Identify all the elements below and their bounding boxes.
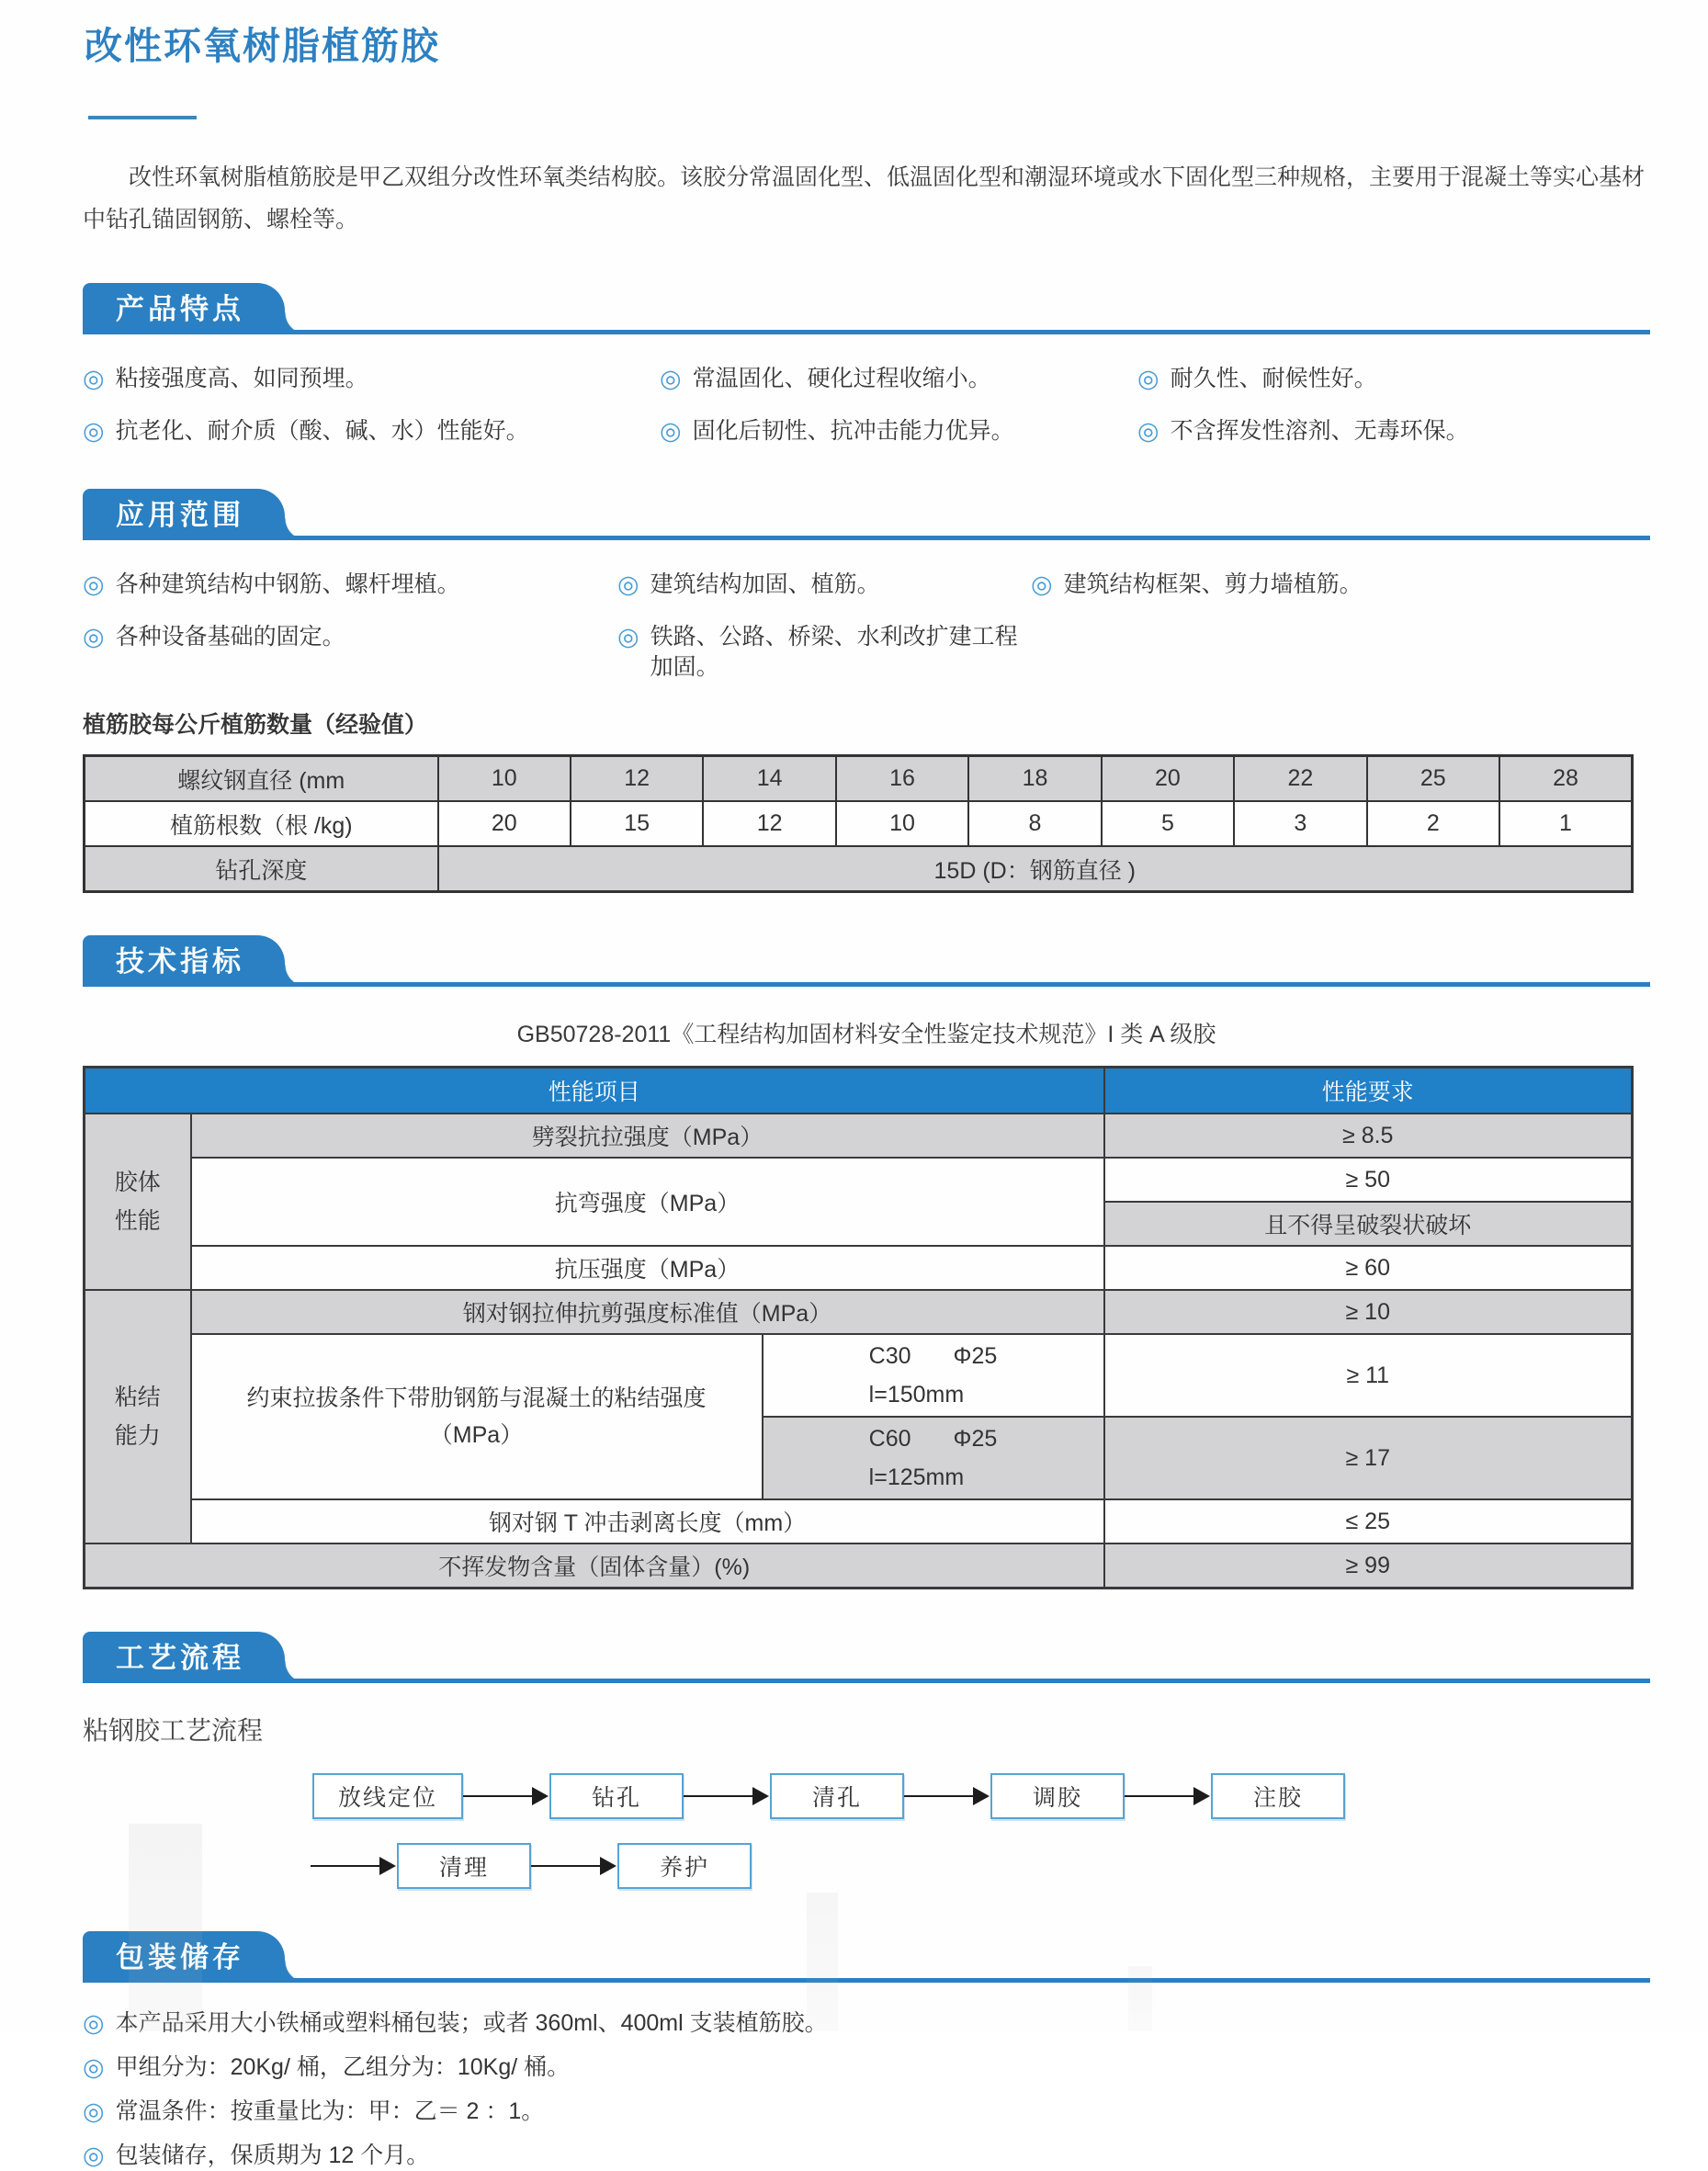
feature-text: 粘接强度高、如同预埋。 (115, 366, 368, 391)
property-label: 劈裂抗拉强度（MPa） (191, 1114, 1104, 1158)
double-circle-bullet-icon: ◎ (1137, 417, 1159, 445)
concrete-grade: C60 (868, 1426, 911, 1452)
requirement-value: ≥ 17 (1104, 1417, 1633, 1499)
group-label-colloid: 胶体性能 (85, 1114, 191, 1290)
process-step: 清孔 (770, 1773, 904, 1819)
application-item (83, 570, 617, 600)
count-value: 8 (968, 801, 1101, 846)
section-header-packaging (83, 1931, 1650, 1983)
requirement-value: ≥ 10 (1104, 1290, 1633, 1334)
application-text: 各种建筑结构中钢筋、螺杆埋植。 (115, 571, 460, 597)
diameter-value: 14 (703, 756, 835, 802)
double-circle-bullet-icon: ◎ (83, 2053, 105, 2081)
table-row (85, 1499, 1633, 1543)
packaging-text: 包装储存，保质期为 12 个月。 (115, 2143, 430, 2168)
arrow-right-icon (311, 1857, 397, 1875)
application-item (617, 622, 1031, 683)
section-header-process (83, 1632, 1650, 1683)
diameter-value: 28 (1499, 756, 1633, 802)
feature-item (83, 364, 660, 394)
section-header-applications (83, 489, 1650, 540)
feature-item (660, 364, 1137, 394)
page-title: 改性环氧树脂植筋胶 (85, 25, 440, 67)
col-header-requirement: 性能要求 (1104, 1068, 1633, 1114)
double-circle-bullet-icon: ◎ (660, 417, 682, 445)
section-rule (83, 330, 1650, 334)
section-header-tech (83, 935, 1650, 987)
test-condition (763, 1334, 1104, 1417)
table-row (85, 1246, 1633, 1290)
diameter-value: 22 (1234, 756, 1366, 802)
double-circle-bullet-icon: ◎ (83, 571, 105, 598)
process-flow-row-2 (311, 1843, 1650, 1889)
rebar-table-caption: 植筋胶每公斤植筋数量（经验值） (83, 712, 428, 738)
drill-depth-value: 15D (D：钢筋直径 ) (438, 846, 1633, 892)
packaging-text: 甲组分为：20Kg/ 桶，乙组分为：10Kg/ 桶。 (115, 2054, 571, 2080)
double-circle-bullet-icon: ◎ (83, 2142, 105, 2169)
watermark-image (807, 1893, 838, 2031)
application-text: 建筑结构加固、植筋。 (650, 571, 880, 597)
watermark-image (129, 1824, 202, 2031)
feature-item (1137, 416, 1650, 447)
section-badge-features (83, 283, 285, 334)
count-value: 5 (1102, 801, 1234, 846)
table-row (85, 1158, 1633, 1202)
intro-paragraph: 改性环氧树脂植筋胶是甲乙双组分改性环氧类结构胶。该胶分常温固化型、低温固化型和潮湿环境或水下固化型三种规格，主要用于混凝土等实心基材中钻孔锚固钢筋、螺栓等。 (83, 164, 1646, 232)
section-header-features (83, 283, 1650, 334)
watermark-image (1128, 1966, 1152, 2031)
feature-item (83, 416, 660, 447)
count-value: 3 (1234, 801, 1366, 846)
table-row (85, 846, 1633, 892)
diameter-value: 10 (438, 756, 571, 802)
section-title-packaging: 包装储存 (116, 1940, 244, 1973)
double-circle-bullet-icon: ◎ (83, 623, 105, 650)
property-label (191, 1334, 763, 1499)
property-label: 抗弯强度（MPa） (191, 1158, 1104, 1246)
arrow-right-icon (904, 1787, 990, 1805)
process-step: 钻孔 (549, 1773, 684, 1819)
concrete-grade: C30 (868, 1343, 911, 1369)
packaging-item (83, 2052, 1650, 2083)
application-item (1031, 570, 1650, 600)
count-value: 20 (438, 801, 571, 846)
process-subtitle: 粘钢胶工艺流程 (83, 1716, 264, 1745)
double-circle-bullet-icon: ◎ (83, 365, 105, 392)
requirement-value: ≥ 11 (1104, 1334, 1633, 1417)
requirement-value: ≥ 60 (1104, 1246, 1633, 1290)
process-step: 调胶 (990, 1773, 1125, 1819)
double-circle-bullet-icon: ◎ (617, 623, 639, 650)
count-value: 12 (703, 801, 835, 846)
arrow-right-icon (684, 1787, 770, 1805)
standard-reference: GB50728-2011《工程结构加固材料安全性鉴定技术规范》I 类 A 级胶 (516, 1022, 1216, 1047)
table-row (85, 1543, 1633, 1589)
requirement-value: ≥ 8.5 (1104, 1114, 1633, 1158)
section-rule (83, 982, 1650, 987)
rebar-count-label: 植筋根数（根 /kg) (85, 801, 438, 846)
feature-item (1137, 364, 1650, 394)
requirement-note: 且不得呈破裂状破坏 (1104, 1202, 1633, 1246)
double-circle-bullet-icon: ◎ (1137, 365, 1159, 392)
col-header-item: 性能项目 (85, 1068, 1104, 1114)
property-label: 不挥发物含量（固体含量）(%) (85, 1543, 1104, 1589)
tech-spec-table (83, 1066, 1634, 1589)
section-title-tech: 技术指标 (116, 944, 244, 978)
double-circle-bullet-icon: ◎ (83, 2009, 105, 2037)
title-underline (88, 116, 197, 119)
count-value: 2 (1367, 801, 1499, 846)
application-text: 建筑结构框架、剪力墙植筋。 (1063, 571, 1363, 597)
application-text: 铁路、公路、桥梁、水利改扩建工程加固。 (650, 624, 1018, 680)
table-row (85, 1114, 1633, 1158)
property-label: 抗压强度（MPa） (191, 1246, 1104, 1290)
arrow-right-icon (463, 1787, 549, 1805)
section-rule (83, 536, 1650, 540)
requirement-value: ≤ 25 (1104, 1499, 1633, 1543)
table-row (85, 801, 1633, 846)
double-circle-bullet-icon: ◎ (617, 571, 639, 598)
property-label-line2: （MPa） (429, 1422, 524, 1448)
count-value: 10 (836, 801, 968, 846)
feature-text: 固化后韧性、抗冲击能力优异。 (692, 418, 1014, 444)
property-label: 钢对钢拉伸抗剪强度标准值（MPa） (191, 1290, 1104, 1334)
bar-diameter: Φ25 (953, 1343, 998, 1369)
feature-text: 耐久性、耐候性好。 (1170, 366, 1377, 391)
feature-text: 抗老化、耐介质（酸、碱、水）性能好。 (115, 418, 529, 444)
arrow-right-icon (531, 1857, 617, 1875)
features-list (83, 364, 1650, 447)
application-text: 各种设备基础的固定。 (115, 624, 345, 650)
diameter-value: 20 (1102, 756, 1234, 802)
count-value: 1 (1499, 801, 1633, 846)
packaging-list (83, 2008, 1650, 2171)
feature-text: 常温固化、硬化过程收缩小。 (692, 366, 991, 391)
double-circle-bullet-icon: ◎ (1031, 571, 1053, 598)
count-value: 15 (571, 801, 703, 846)
diameter-value: 16 (836, 756, 968, 802)
requirement-value: ≥ 99 (1104, 1543, 1633, 1589)
double-circle-bullet-icon: ◎ (83, 2098, 105, 2125)
section-title-process: 工艺流程 (116, 1641, 244, 1674)
arrow-right-icon (1125, 1787, 1211, 1805)
packaging-item (83, 2097, 1650, 2127)
section-badge-tech (83, 935, 285, 987)
table-row (85, 1290, 1633, 1334)
applications-list (83, 570, 1650, 683)
section-rule (83, 1679, 1650, 1683)
section-badge-process (83, 1632, 285, 1683)
table-row (85, 756, 1633, 802)
drill-depth-label: 钻孔深度 (85, 846, 438, 892)
feature-text: 不含挥发性溶剂、无毒环保。 (1170, 418, 1469, 444)
anchor-length: l=125mm (868, 1464, 965, 1490)
property-label: 钢对钢 T 冲击剥离长度（mm） (191, 1499, 1104, 1543)
diameter-value: 25 (1367, 756, 1499, 802)
rebar-diameter-label: 螺纹钢直径 (mm (85, 756, 438, 802)
group-label-bonding: 粘结能力 (85, 1290, 191, 1543)
section-title-applications: 应用范围 (116, 498, 244, 531)
packaging-item (83, 2008, 1650, 2039)
rebar-count-table (83, 754, 1634, 893)
property-label-line1: 约束拉拔条件下带肋钢筋与混凝土的粘结强度 (246, 1385, 707, 1411)
table-row (85, 1334, 1633, 1417)
application-item (83, 622, 617, 683)
bar-diameter: Φ25 (953, 1426, 998, 1452)
application-item (617, 570, 1031, 600)
section-title-features: 产品特点 (116, 292, 244, 325)
test-condition (763, 1417, 1104, 1499)
feature-item (660, 416, 1137, 447)
process-step: 清理 (397, 1843, 531, 1889)
section-rule (83, 1978, 1650, 1983)
packaging-text: 常温条件：按重量比为：甲：乙＝ 2 ：1。 (115, 2098, 545, 2124)
process-flow-row-1 (312, 1773, 1650, 1819)
requirement-value: ≥ 50 (1104, 1158, 1633, 1202)
section-badge-applications (83, 489, 285, 540)
process-step: 注胶 (1211, 1773, 1345, 1819)
process-step: 放线定位 (312, 1773, 463, 1819)
double-circle-bullet-icon: ◎ (83, 417, 105, 445)
table-header-row (85, 1068, 1633, 1114)
diameter-value: 12 (571, 756, 703, 802)
double-circle-bullet-icon: ◎ (660, 365, 682, 392)
packaging-item (83, 2141, 1650, 2171)
anchor-length: l=150mm (868, 1382, 965, 1408)
process-step: 养护 (617, 1843, 752, 1889)
diameter-value: 18 (968, 756, 1101, 802)
packaging-text: 本产品采用大小铁桶或塑料桶包装；或者 360ml、400ml 支装植筋胶。 (115, 2010, 828, 2036)
